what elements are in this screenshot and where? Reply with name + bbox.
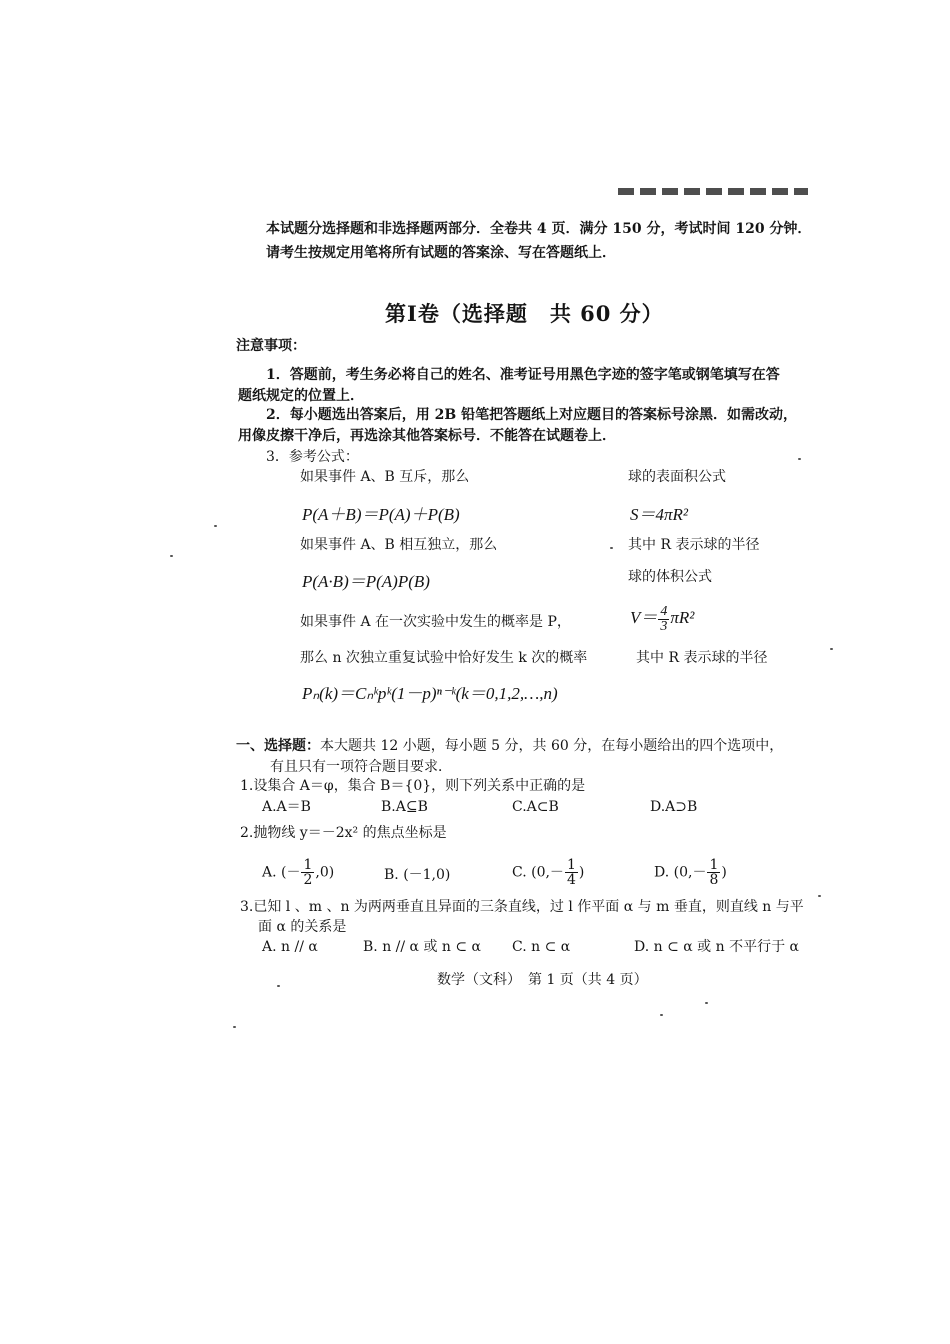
formula-left-7: Pₙ(k)＝Cₙᵏpᵏ(1－p)ⁿ⁻ᵏ(k＝0,1,2,…,n)	[302, 684, 558, 703]
fraction	[707, 858, 720, 887]
scan-speck	[705, 1002, 708, 1004]
fraction-numerator: 4	[660, 603, 668, 619]
q2-option-c-prefix: C. (0,－	[512, 864, 564, 881]
fraction-numerator: 1	[709, 857, 719, 873]
part1-label: 一、选择题：	[236, 738, 320, 754]
notice-item-2a: 2．每小题选出答案后，用 2B 铅笔把答题纸上对应题目的答案标号涂黑．如需改动，	[266, 407, 798, 423]
part1-requirement: 有且只有一项符合题目要求．	[270, 759, 452, 775]
q2-option-a	[262, 858, 334, 887]
part1-description: 本大题共 12 小题，每小题 5 分，共 60 分，在每小题给出的四个选项中，	[320, 738, 784, 754]
fraction-denominator: 4	[566, 872, 576, 888]
fraction-denominator: 2	[303, 872, 313, 888]
formula-right-6: 其中 R 表示球的半径	[636, 650, 768, 666]
part1-heading	[236, 736, 783, 756]
notice-item-2b: 用像皮擦干净后，再选涂其他答案标号．不能答在试题卷上．	[238, 428, 616, 444]
q2-option-c-suffix: )	[578, 864, 585, 881]
q3-option-d: D. n ⊂ α 或 n 不平行于 α	[634, 939, 799, 955]
formula-right-5-prefix: V＝	[630, 608, 658, 627]
scan-speck	[830, 648, 833, 650]
scan-speck	[798, 458, 801, 460]
notice-item-1b: 题纸规定的位置上．	[238, 388, 364, 404]
q3-option-c: C. n ⊂ α	[512, 939, 571, 955]
formula-right-1: 球的表面积公式	[628, 469, 726, 485]
scan-speck	[660, 1014, 663, 1016]
formula-left-6: 那么 n 次独立重复试验中恰好发生 k 次的概率	[300, 650, 588, 666]
q1-option-a: A.A＝B	[262, 799, 311, 815]
notice-item-3: 3．参考公式：	[266, 449, 359, 465]
scan-speck	[214, 525, 217, 527]
q2-option-d	[654, 858, 727, 887]
q3-option-a: A. n // α	[262, 939, 318, 955]
scan-speck	[818, 895, 821, 897]
scan-speck	[610, 547, 613, 549]
q2-option-b: B. (－1,0)	[384, 867, 451, 883]
q1-option-d: D.A⊃B	[650, 799, 698, 815]
scan-speck	[170, 555, 173, 557]
scan-speck	[233, 1026, 236, 1028]
q2-option-a-prefix: A. (－	[262, 864, 301, 881]
formula-left-1: 如果事件 A、B 互斥，那么	[300, 469, 470, 485]
page-footer: 数学（文科） 第 1 页（共 4 页）	[437, 972, 648, 988]
q2-option-d-prefix: D. (0,－	[654, 864, 707, 881]
scan-speck	[277, 985, 280, 987]
q2-option-a-suffix: ,0)	[315, 864, 335, 881]
q2-option-c	[512, 858, 584, 887]
formula-right-4: 球的体积公式	[628, 569, 712, 585]
formula-right-2: S＝4πR²	[630, 505, 688, 524]
fraction	[658, 605, 669, 634]
formula-left-3: 如果事件 A、B 相互独立，那么	[300, 537, 498, 553]
fraction-denominator: 8	[709, 872, 719, 888]
formula-right-5	[630, 603, 694, 634]
q3-stem-line-1: 3.已知 l 、m 、n 为两两垂直且异面的三条直线，过 l 作平面 α 与 m 垂直，则直线 n 与平	[240, 899, 804, 915]
fraction-denominator: 3	[660, 618, 668, 634]
intro-line-1: 本试题分选择题和非选择题两部分．全卷共 4 页．满分 150 分，考试时间 120 分钟．	[266, 221, 812, 237]
notice-heading: 注意事项：	[236, 338, 306, 354]
q2-option-d-suffix: )	[721, 864, 727, 881]
q1-stem: 1.设集合 A＝φ，集合 B＝{0}，则下列关系中正确的是	[240, 778, 586, 794]
section-title: 第Ⅰ卷（选择题 共 60 分）	[385, 301, 664, 326]
q1-option-b: B.A⊆B	[381, 799, 428, 815]
formula-left-4: P(A·B)＝P(A)P(B)	[302, 572, 430, 591]
fraction-numerator: 1	[303, 857, 313, 873]
formula-right-5-suffix: πR²	[670, 608, 695, 627]
formula-left-5: 如果事件 A 在一次实验中发生的概率是 P，	[300, 614, 571, 630]
q2-stem: 2.抛物线 y＝－2x² 的焦点坐标是	[240, 825, 447, 841]
intro-line-2: 请考生按规定用笔将所有试题的答案涂、写在答题纸上．	[266, 245, 616, 261]
notice-item-1a: 1．答题前，考生务必将自己的姓名、准考证号用黑色字迹的签字笔或钢笔填写在答	[266, 367, 780, 383]
q3-stem-line-2: 面 α 的关系是	[258, 919, 347, 935]
fraction-numerator: 1	[566, 857, 576, 873]
fraction	[301, 858, 314, 887]
cropped-header-text	[618, 188, 808, 195]
formula-left-2: P(A＋B)＝P(A)＋P(B)	[302, 505, 460, 524]
fraction	[565, 858, 578, 887]
formula-right-3: 其中 R 表示球的半径	[628, 537, 760, 553]
q1-option-c: C.A⊂B	[512, 799, 559, 815]
q3-option-b: B. n // α 或 n ⊂ α	[363, 939, 481, 955]
